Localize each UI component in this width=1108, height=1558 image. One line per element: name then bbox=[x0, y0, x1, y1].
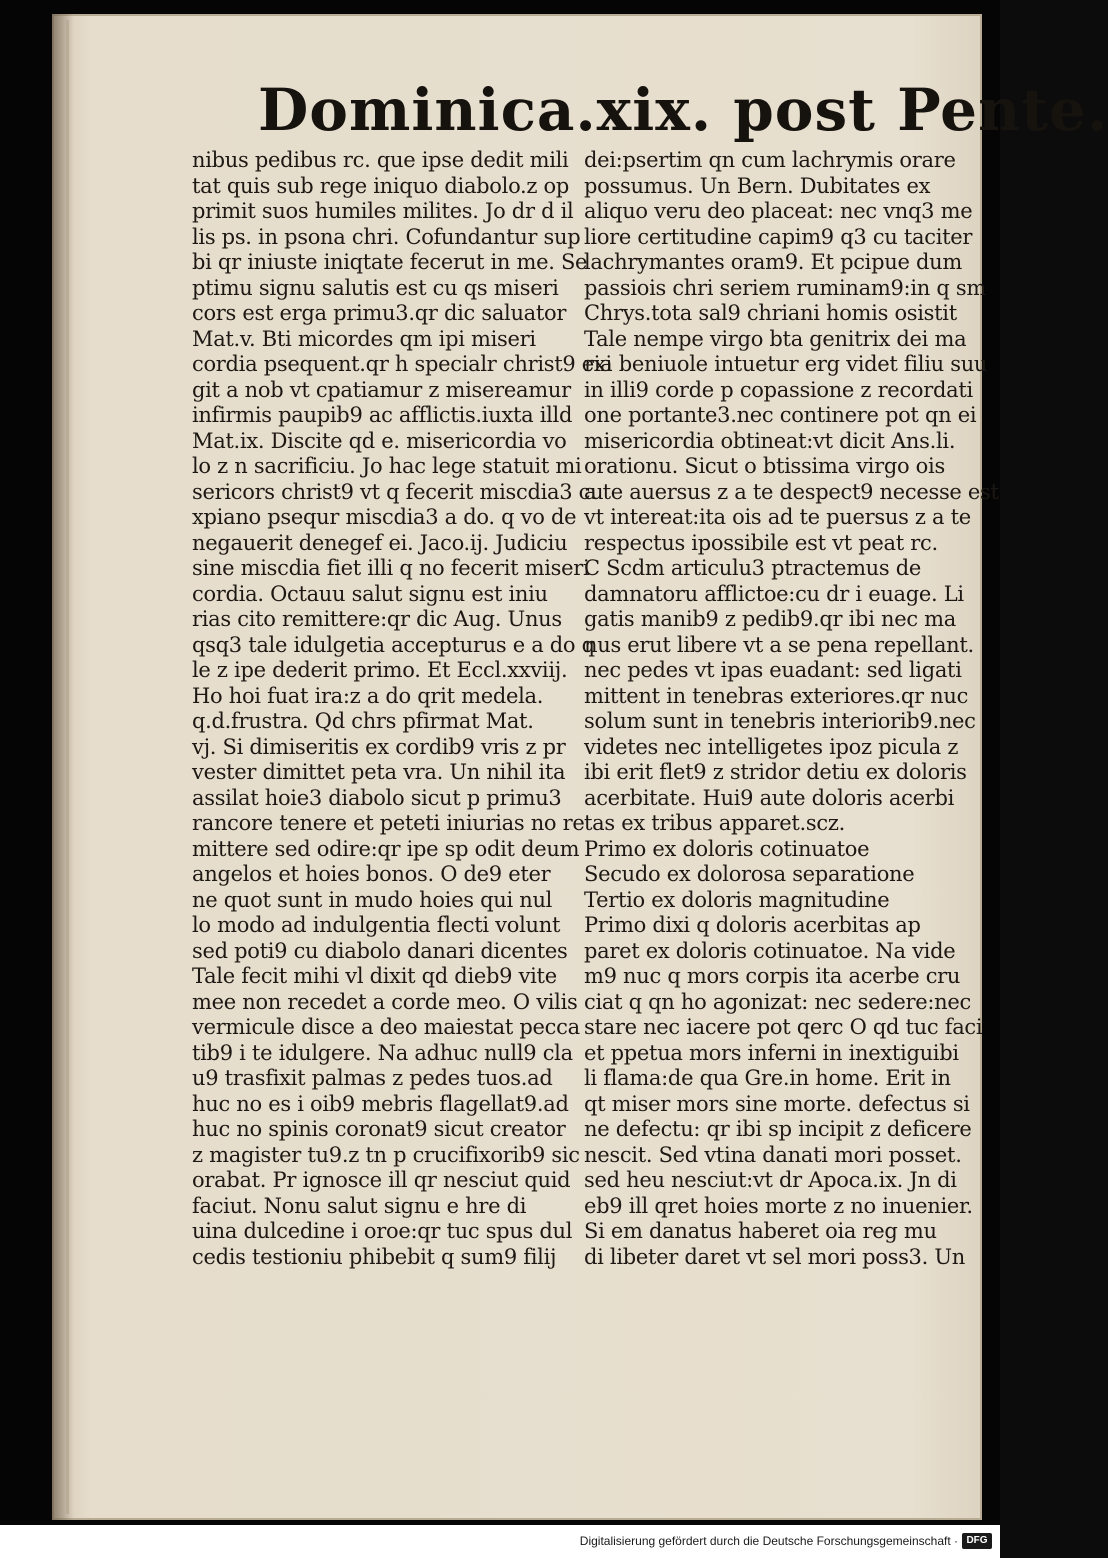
text-line: nescit. Sed vtina danati mori posset. bbox=[584, 1142, 962, 1167]
text-line: tat quis sub rege iniquo diabolo.z op bbox=[192, 173, 570, 198]
text-line: huc no es i oib9 mebris flagellat9.ad bbox=[192, 1091, 569, 1116]
text-line: primit suos humiles milites. Jo dr d il bbox=[192, 199, 574, 223]
text-line: xpiano psequr miscdia3 a do. q vo de bbox=[192, 505, 577, 529]
text-line: Mat.ix. Discite qd e. misericordia vo bbox=[192, 428, 567, 453]
text-line: vermicule disce a deo maiestat pecca bbox=[192, 1015, 580, 1039]
text-line: cedis testioniu phibebit q sum9 filij bbox=[192, 1244, 557, 1269]
text-line: aliquo veru deo placeat: nec vnq3 me bbox=[584, 199, 973, 223]
text-line: rancore tenere et peteti iniurias no re bbox=[192, 811, 585, 835]
text-line: solum sunt in tenebris interiorib9.nec bbox=[584, 709, 976, 733]
text-line: tib9 i te idulgere. Na adhuc null9 cla bbox=[192, 1040, 573, 1065]
text-line: nec pedes vt ipas euadant: sed ligati bbox=[584, 658, 962, 682]
text-line: dei:psertim qn cum lachrymis orare bbox=[584, 148, 956, 172]
text-line: Primo dixi q doloris acerbitas ap bbox=[584, 913, 921, 937]
text-line: git a nob vt cpatiamur z misereamur bbox=[192, 377, 571, 402]
text-line: acerbitate. Hui9 aute doloris acerbi bbox=[584, 785, 955, 810]
text-line: u9 trasfixit palmas z pedes tuos.ad bbox=[192, 1066, 553, 1090]
text-line: li flama:de qua Gre.in home. Erit in bbox=[584, 1066, 951, 1090]
text-line: misericordia obtineat:vt dicit Ans.li. bbox=[584, 428, 956, 453]
text-line: Si em danatus haberet oia reg mu bbox=[584, 1219, 937, 1243]
text-line: qt miser mors sine morte. defectus si bbox=[584, 1091, 970, 1116]
text-line: bi qr iniuste iniqtate fecerut in me. Se bbox=[192, 250, 588, 274]
funding-credit: Digitalisierung gefördert durch die Deutsche Forschungsgemeinschaft · bbox=[579, 1534, 958, 1548]
text-line: z magister tu9.z tn p crucifixorib9 sic bbox=[192, 1142, 580, 1167]
text-line: ciat q qn ho agonizat: nec sedere:nec bbox=[584, 989, 971, 1014]
text-line: qsq3 tale idulgetia accepturus e a do q bbox=[192, 632, 595, 657]
text-line: negauerit denegef ei. Jaco.ij. Judiciu bbox=[192, 530, 568, 555]
text-line: orabat. Pr ignosce ill qr nesciut quid bbox=[192, 1168, 571, 1192]
text-line: faciut. Nonu salut signu e hre di bbox=[192, 1193, 527, 1218]
text-line: lachrymantes oram9. Et pcipue dum bbox=[584, 250, 962, 274]
text-line: nus erut libere vt a se pena repellant. bbox=[584, 632, 974, 657]
text-line: m9 nuc q mors corpis ita acerbe cru bbox=[584, 964, 961, 988]
text-line: passiois chri seriem ruminam9:in q sm bbox=[584, 275, 986, 300]
text-line: ptimu signu salutis est cu qs miseri bbox=[192, 275, 559, 300]
text-line: possumus. Un Bern. Dubitates ex bbox=[584, 173, 931, 198]
text-line: Primo ex doloris cotinuatoe bbox=[584, 836, 870, 861]
text-line: cordia. Octauu salut signu est iniu bbox=[192, 581, 548, 606]
text-line: damnatoru afflictoe:cu dr i euage. Li bbox=[584, 581, 964, 606]
text-line: mee non recedet a corde meo. O vilis bbox=[192, 989, 578, 1014]
text-line: mittent in tenebras exteriores.qr nuc bbox=[584, 683, 969, 708]
text-line: lo modo ad indulgentia flecti volunt bbox=[192, 913, 561, 937]
text-line: rias cito remittere:qr dic Aug. Unus bbox=[192, 607, 562, 631]
text-line: stare nec iacere pot qerc O qd tuc faci bbox=[584, 1015, 983, 1039]
text-line: vester dimittet peta vra. Un nihil ita bbox=[192, 760, 566, 784]
footer-bar bbox=[0, 1525, 1000, 1558]
text-line: q.d.frustra. Qd chrs pfirmat Mat. bbox=[192, 709, 534, 733]
text-line: sed heu nesciut:vt dr Apoca.ix. Jn di bbox=[584, 1168, 957, 1192]
text-line: liore certitudine capim9 q3 cu taciter bbox=[584, 224, 973, 249]
text-line: respectus ipossibile est vt peat rc. bbox=[584, 530, 938, 555]
text-line: et ppetua mors inferni in inextiguibi bbox=[584, 1040, 959, 1065]
left-text-column bbox=[192, 148, 612, 1270]
text-line: ne quot sunt in mudo hoies qui nul bbox=[192, 887, 553, 912]
text-line: nibus pedibus rc. que ipse dedit mili bbox=[192, 148, 569, 172]
text-line: cors est erga primu3.qr dic saluator bbox=[192, 301, 567, 325]
page-heading: Dominica.xix. post Pente. bbox=[258, 76, 1108, 144]
text-line: Ho hoi fuat ira:z a do qrit medela. bbox=[192, 683, 544, 708]
text-line: Tale fecit mihi vl dixit qd dieb9 vite bbox=[192, 964, 557, 988]
text-line: ne defectu: qr ibi sp incipit z deficere bbox=[584, 1117, 972, 1141]
text-line: sericors christ9 vt q fecerit miscdia3 cu bbox=[192, 479, 604, 504]
text-line: paret ex doloris cotinuatoe. Na vide bbox=[584, 938, 956, 963]
text-line: lis ps. in psona chri. Cofundantur sup bbox=[192, 224, 581, 249]
text-line: a te auersus z a te despect9 necesse est bbox=[584, 479, 999, 504]
text-line: C Scdm articulu3 ptractemus de bbox=[584, 556, 922, 580]
text-line: le z ipe dederit primo. Et Eccl.xxviij. bbox=[192, 658, 568, 682]
text-line: sine miscdia fiet illi q no fecerit miseri bbox=[192, 556, 590, 580]
text-line: Secudo ex dolorosa separatione bbox=[584, 862, 915, 886]
text-line: sed poti9 cu diabolo danari dicentes bbox=[192, 938, 568, 963]
text-line: in illi9 corde p copassione z recordati bbox=[584, 377, 973, 402]
text-line: Tale nempe virgo bta genitrix dei ma bbox=[584, 326, 967, 351]
text-line: Tertio ex doloris magnitudine bbox=[584, 887, 890, 912]
text-line: orationu. Sicut o btissima virgo ois bbox=[584, 454, 945, 478]
text-line: assilat hoie3 diabolo sicut p primu3 bbox=[192, 785, 562, 810]
text-line: videtes nec intelligetes ipoz picula z bbox=[584, 734, 959, 759]
text-line: eb9 ill qret hoies morte z no inuenier. bbox=[584, 1193, 973, 1218]
text-line: mittere sed odire:qr ipe sp odit deum bbox=[192, 836, 580, 861]
dfg-logo: DFG bbox=[962, 1533, 992, 1549]
text-line: infirmis paupib9 ac afflictis.iuxta illd bbox=[192, 403, 573, 427]
text-line: cordia psequent.qr h specialr christ9 exi bbox=[192, 352, 612, 376]
text-line: uina dulcedine i oroe:qr tuc spus dul bbox=[192, 1219, 573, 1243]
text-line: lo z n sacrificiu. Jo hac lege statuit mi bbox=[192, 454, 582, 478]
page-edge bbox=[66, 20, 69, 1514]
right-text-column bbox=[584, 148, 999, 1270]
text-line: di libeter daret vt sel mori poss3. Un bbox=[584, 1244, 965, 1269]
text-line: ibi erit flet9 z stridor detiu ex doloris bbox=[584, 760, 967, 784]
text-line: vt intereat:ita ois ad te puersus z a te bbox=[584, 505, 971, 529]
text-line: Mat.v. Bti micordes qm ipi miseri bbox=[192, 326, 536, 351]
text-line: gatis manib9 z pedib9.qr ibi nec ma bbox=[584, 607, 957, 631]
text-line: ria beniuole intuetur erg videt filiu suu bbox=[584, 352, 988, 376]
text-line: one portante3.nec continere pot qn ei bbox=[584, 403, 977, 427]
text-line: Chrys.tota sal9 chriani homis osistit bbox=[584, 301, 957, 325]
text-line: huc no spinis coronat9 sicut creator bbox=[192, 1117, 566, 1141]
gutter-shadow bbox=[52, 14, 74, 1520]
text-line: angelos et hoies bonos. O de9 eter bbox=[192, 862, 551, 886]
text-line: tas ex tribus apparet.scz. bbox=[584, 811, 845, 835]
text-line: vj. Si dimiseritis ex cordib9 vris z pr bbox=[192, 734, 566, 759]
